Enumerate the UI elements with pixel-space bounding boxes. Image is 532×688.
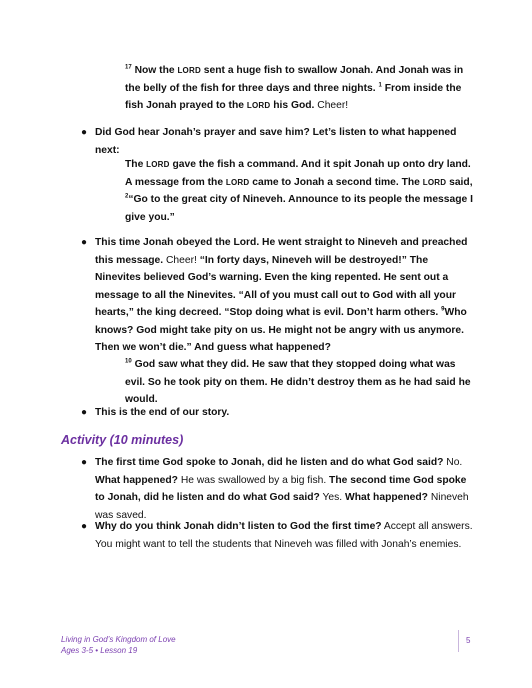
verse-number: 1 <box>378 82 382 89</box>
quote-text: gave the fish a command. And it spit Jonah up onto dry land. A message from the <box>125 159 471 188</box>
quote-text: sent a huge fish to swallow Jonah. And Jonah was in the belly of the fish for three days and three nights. <box>125 65 464 94</box>
bullet-dot: ● <box>81 457 88 468</box>
verse-number: 9 <box>441 306 445 313</box>
bullet-item-1 <box>81 124 475 159</box>
scripture-quote-3 <box>125 356 475 409</box>
bullet-text: This is the end of our story. <box>95 407 230 418</box>
bullet-item-3 <box>81 404 475 422</box>
question-text: Why do you think Jonah didn’t listen to God the first time? <box>95 521 382 532</box>
lord-smallcaps: LORD <box>225 177 250 187</box>
activity-heading: Activity (10 minutes) <box>61 433 184 447</box>
quote-text: God saw what they did. He saw that they stopped doing what was evil. So he took pity on them. He didn’t destroy them as he had said he would. <box>125 359 471 405</box>
quote-text: “Go to the great city of Nineveh. Announce to its people the message I give you.” <box>125 194 473 223</box>
cheer-prompt: Cheer! <box>314 100 349 111</box>
question-text: What happened? <box>95 474 178 486</box>
page-number: 5 <box>466 636 471 645</box>
activity-question-2 <box>81 518 475 553</box>
bullet-text: “In forty days, Nineveh will be destroyed!” The Ninevites believed God’s warning. Even the king repented. He sent out a message to all the Ninevites. “All of you must call out to God with all your hearts,” the king decreed. “Stop doing what is evil. Don’t harm others. <box>95 254 457 318</box>
bullet-dot: ● <box>81 407 88 418</box>
quote-text: came to Jonah a second time. The <box>249 176 423 188</box>
footer-title: Living in God’s Kingdom of Love <box>61 635 176 644</box>
lord-smallcaps: LORD <box>177 66 201 75</box>
cheer-prompt: Cheer! <box>163 254 197 266</box>
answer-text: Nineveh was saved. <box>95 492 469 521</box>
bullet-dot: ● <box>81 521 88 532</box>
question-text: The second time God spoke to Jonah, did he listen and do what God said? <box>95 474 467 503</box>
question-text: What happened? <box>345 492 428 503</box>
bullet-text: Did God hear Jonah’s prayer and save him? Let’s listen to what happened next: <box>95 127 457 156</box>
quote-text: From inside the fish Jonah prayed to the <box>125 82 462 111</box>
lord-smallcaps: LORD <box>146 160 170 169</box>
quote-text: The <box>125 159 147 170</box>
scripture-quote-1 <box>125 62 475 115</box>
lord-smallcaps: LORD <box>246 101 271 110</box>
quote-text: Now the <box>134 65 178 76</box>
verse-number: 2 <box>125 193 129 200</box>
answer-text: Yes. <box>319 492 346 503</box>
verse-number: 17 <box>125 64 132 71</box>
footer-divider <box>458 630 459 652</box>
answer-text: Accept all answers. You might want to tell the students that Nineveh was filled with Jonah’s enemies. <box>95 521 473 550</box>
scripture-quote-2 <box>125 156 475 226</box>
bullet-item-2 <box>81 234 475 357</box>
bullet-text: This time Jonah obeyed the Lord. He went straight to Nineveh and preached this message. <box>95 237 468 266</box>
footer <box>61 634 176 656</box>
activity-question-1 <box>81 454 475 524</box>
question-text: The first time God spoke to Jonah, did he listen and do what God said? <box>95 457 444 468</box>
bullet-dot: ● <box>81 237 88 248</box>
bullet-dot: ● <box>81 127 88 138</box>
quote-text: said, <box>446 176 473 188</box>
bullet-text: Who knows? God might take pity on us. He might not be angry with us anymore. Then we won’t die.” And guess what happened? <box>95 307 467 353</box>
footer-lesson: Ages 3-5 • Lesson 19 <box>61 646 138 655</box>
answer-text: No. <box>443 457 463 468</box>
verse-number: 10 <box>125 358 132 365</box>
answer-text: He was swallowed by a big fish. <box>177 474 330 486</box>
quote-text: his God. <box>270 100 315 111</box>
lord-smallcaps: LORD <box>422 177 447 187</box>
